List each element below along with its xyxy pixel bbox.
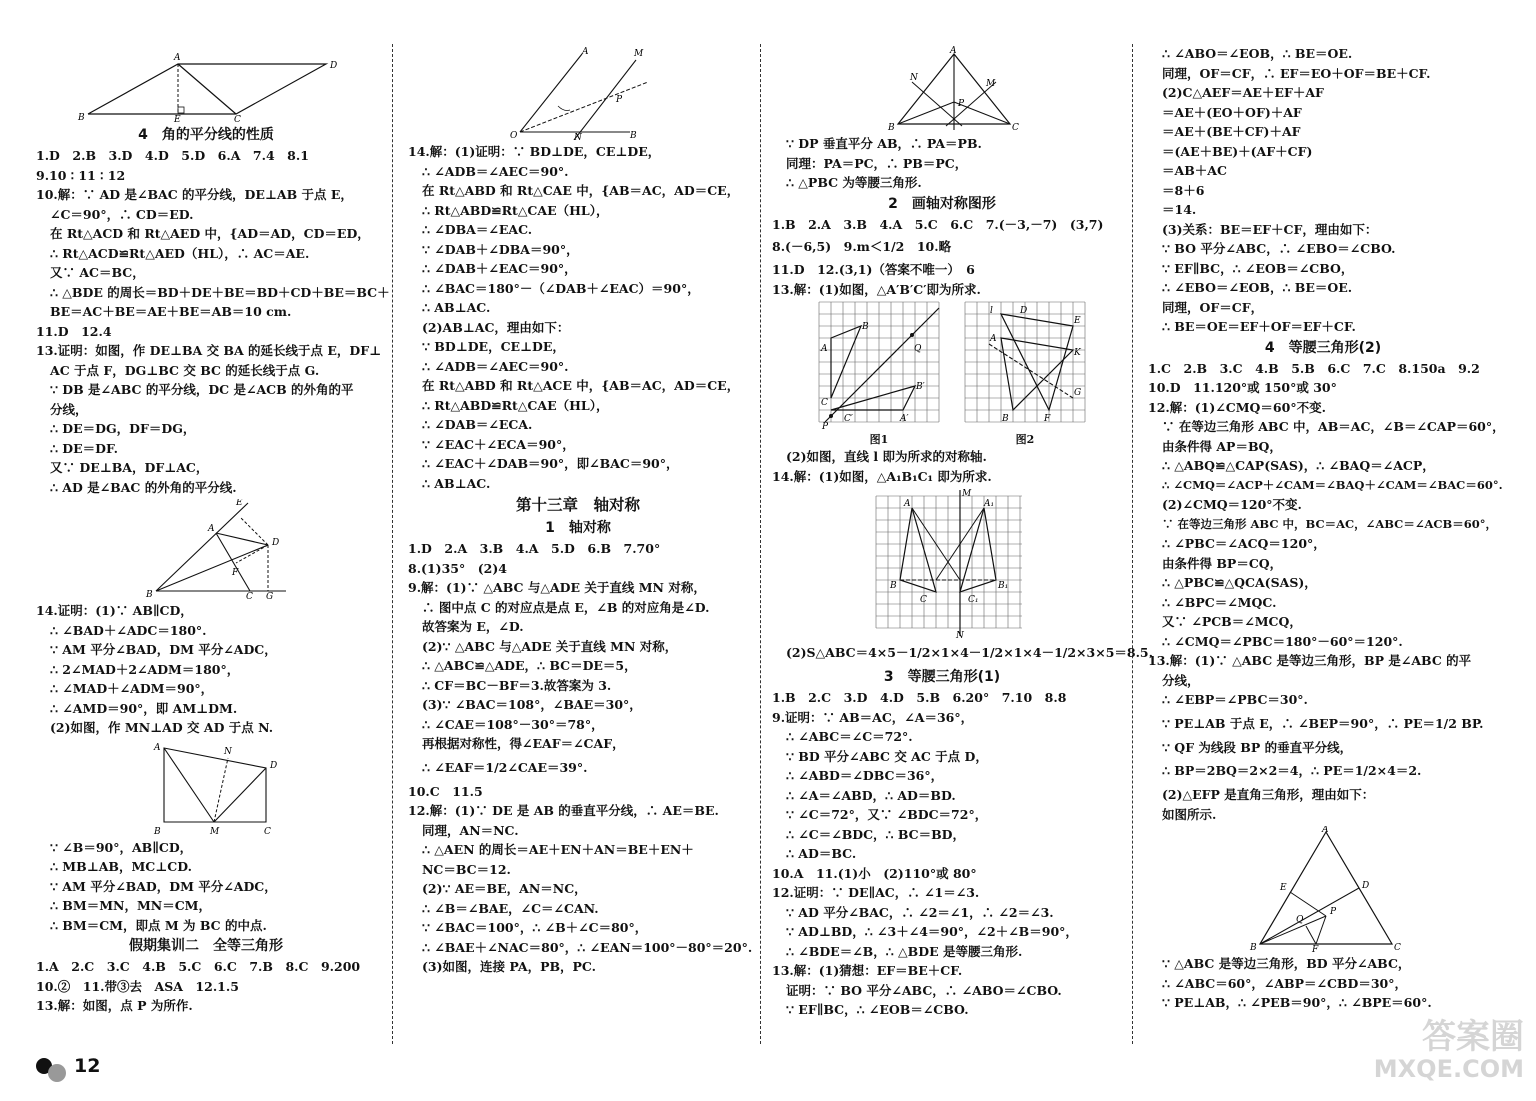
section-title: 3 等腰三角形(1): [883, 669, 1001, 685]
answer-line: ∴ ∠ABD＝∠DBC＝36°，: [786, 768, 944, 783]
answer-line: 分线，: [1162, 672, 1200, 688]
answer-block: [1148, 44, 1498, 337]
answer-line: (2)如图，作 MN⊥AD 交 AD 于点 N.: [50, 720, 274, 735]
fig-label: E: [174, 115, 181, 122]
fig-label: P: [1330, 907, 1337, 917]
answer-line: 由条件得 BP＝CQ，: [1162, 555, 1283, 571]
answer-line: 同理：PA＝PC，∴ PB＝PC，: [786, 155, 968, 171]
answer-line: 分线，: [50, 401, 88, 417]
answer-line: 14.解：(1)证明：∵ BD⊥DE，CE⊥DE，: [408, 144, 661, 159]
fig-label: A: [950, 46, 957, 56]
grid-figure-1: [816, 299, 942, 447]
fig-label: B: [154, 826, 161, 836]
answer-block: [36, 601, 376, 738]
fig-label: F: [1044, 414, 1051, 424]
answer-line: 12.解：(1)∠CMQ＝60°不变.: [1148, 399, 1326, 415]
answer-line: (2)∵ AE＝BE，AN＝NC，: [422, 881, 587, 896]
section-title: 假期集训二 全等三角形: [129, 938, 283, 954]
column-3: [772, 44, 1153, 1020]
answer-line: (3)如图，连接 PA，PB，PC.: [422, 959, 597, 974]
answer-block: [36, 957, 376, 1016]
answer-line: ∴ ∠C＝∠BDC，∴ BC＝BD，: [786, 826, 966, 842]
answer-line: (2)∠CMQ＝120°不变.: [1162, 497, 1302, 512]
answer-line: ∴ ∠EBO＝∠EOB，∴ BE＝OE.: [1162, 280, 1353, 295]
answer-line: 在 Rt△ABD 和 Rt△CAE 中，{AB＝AC，AD＝CE，: [422, 183, 740, 198]
answer-line: ∴ ∠BAD＋∠ADC＝180°.: [50, 622, 207, 638]
answer-line: 13.解：(1)∵ △ABC 是等边三角形，BP 是∠ABC 的平: [1148, 653, 1472, 668]
fig-label: A: [904, 499, 911, 509]
answer-line: ∴ △ABQ≌△CAP(SAS)，∴ ∠BAQ＝∠ACP，: [1162, 458, 1435, 473]
answer-line: ∵ DP 垂直平分 AB，∴ PA＝PB.: [786, 136, 982, 151]
fig-label: M: [962, 489, 972, 499]
answer-line: 13.解：(1)如图，△A′B′C′即为所求.: [772, 281, 981, 297]
answer-line: ∴ ∠BPC＝∠MQC.: [1162, 594, 1277, 610]
fig-label: G: [266, 592, 274, 599]
answer-line: ∴ DE＝DF.: [50, 440, 118, 456]
answer-line: ∵ 在等边三角形 ABC 中，BC＝AC，∠ABC＝∠ACB＝60°，: [1162, 516, 1498, 531]
answer-line: 14.解：(1)如图，△A₁B₁C₁ 即为所求.: [772, 468, 992, 484]
fig-label: A: [154, 742, 161, 753]
answer-block: [1148, 954, 1498, 1013]
answer-line: 1.B 2.A 3.B 4.A 5.C 6.C 7.(－3,－7) (3,7): [772, 216, 1104, 232]
answer-line: (2)C△AEF＝AE＋EF＋AF: [1162, 85, 1324, 100]
answer-block: [1148, 359, 1505, 825]
column-divider: [1132, 44, 1133, 1044]
fig-label: A′: [900, 414, 909, 424]
answer-line: ∠C＝90°，∴ CD＝ED.: [50, 206, 194, 222]
fig-label: N: [956, 631, 964, 638]
isosceles-perpendicular-figure: [772, 46, 1112, 132]
answer-line: ∴ AB⊥AC.: [422, 300, 491, 315]
fig-label: B: [1250, 943, 1257, 952]
answer-line: ∴ ∠BDE＝∠B，∴ △BDE 是等腰三角形.: [786, 943, 1023, 959]
answer-line: ∴ AD＝BC.: [786, 846, 857, 861]
answer-line: 同理，OF＝CF，: [1162, 299, 1264, 315]
fig-label: O: [510, 131, 518, 140]
answer-line: BE＝AC＋BE＝AE＋BE＝AB＝10 cm.: [50, 304, 292, 319]
fig-label: N: [910, 73, 918, 83]
grid-figures-row: [816, 299, 1112, 447]
fig-label: C: [234, 115, 241, 122]
answer-line: (2)S△ABC＝4×5－1/2×1×4－1/2×1×4－1/2×3×5＝8.5.: [786, 645, 1153, 660]
fig-label: P: [616, 95, 623, 105]
fig-label: A: [1322, 826, 1329, 835]
fig-label: A: [990, 334, 997, 344]
answer-line: 9.解：(1)∵ △ABC 与△ADE 关于直线 MN 对称，: [408, 580, 706, 595]
answer-line: 8.(1)35° (2)4: [408, 560, 507, 576]
answer-line: ∴ ∠MAD＋∠ADM＝90°，: [50, 681, 214, 696]
angle-bisector-figure: [36, 499, 356, 599]
grid-figure-3: [772, 488, 1112, 638]
watermark-url: MXQE.COM: [1373, 1055, 1524, 1083]
section-title: 4 角的平分线的性质: [138, 127, 274, 143]
answer-line: ∴ 图中点 C 的对应点是点 E，∠B 的对应角是∠D.: [422, 599, 710, 615]
answer-line: ∴ BE＝OE＝EF＋OF＝EF＋CF.: [1162, 319, 1356, 334]
answer-line: 12.解：(1)∵ DE 是 AB 的垂直平分线，∴ AE＝BE.: [408, 803, 719, 818]
answer-line: 又∵ ∠PCB＝∠MCQ，: [1162, 614, 1302, 629]
answer-line: ＝14.: [1162, 202, 1197, 217]
answer-line: ∵ ∠B＝90°，AB∥CD，: [50, 839, 193, 855]
answer-line: ＝AB＋AC: [1162, 163, 1227, 178]
answer-line: 故答案为 E，∠D.: [422, 619, 524, 634]
answer-line: 13.证明：如图，作 DE⊥BA 交 BA 的延长线于点 E，DF⊥: [36, 343, 382, 358]
fig-label: C₁: [968, 595, 979, 605]
fig-label: M: [634, 49, 644, 59]
fig-label: B: [1002, 414, 1009, 424]
fig-label: Q: [1296, 915, 1304, 925]
trapezoid-figure: [36, 740, 356, 836]
answer-line: ＝AE＋(EO＋OF)＋AF: [1162, 104, 1302, 120]
answer-line: 同理，OF＝CF，∴ EF＝EO＋OF＝BE＋CF.: [1162, 65, 1431, 81]
fig-label: D: [270, 760, 278, 771]
fig-label: P: [958, 99, 965, 109]
fig-label: N: [574, 133, 582, 140]
fig-label: l: [990, 306, 993, 316]
answer-line: ∴ BP＝2BQ＝2×2＝4，∴ PE＝1/2×4＝2.: [1162, 763, 1422, 778]
page-number: 12: [74, 1055, 101, 1077]
answer-line: ∴ Rt△ACD≌Rt△AED（HL），∴ AC＝AE.: [50, 245, 310, 261]
answer-line: 又∵ DE⊥BA，DF⊥AC，: [50, 460, 209, 475]
watermark: [1354, 1009, 1530, 1097]
fig-label: C: [821, 398, 828, 408]
fig-label: M: [986, 79, 996, 89]
answer-line: (2)如图，直线 l 即为所求的对称轴.: [786, 449, 987, 464]
answer-line: ∵ AD 平分∠BAC，∴ ∠2＝∠1，∴ ∠2＝∠3.: [786, 904, 1054, 920]
answer-line: ∴ ∠CAE＝108°－30°＝78°，: [422, 716, 604, 732]
answer-line: ∴ AB⊥AC.: [422, 475, 491, 491]
answer-line: ＝8＋6: [1162, 182, 1205, 198]
watermark-text: 答案圈: [1422, 1017, 1524, 1057]
answer-block: [772, 447, 1112, 486]
equilateral-triangle-figure: [1148, 826, 1488, 952]
fig-label: D: [272, 538, 280, 548]
fig-label: N: [224, 746, 232, 757]
answer-line: ∵ BD⊥DE，CE⊥DE，: [422, 339, 565, 354]
answer-block: [36, 838, 376, 936]
fig-label: C: [1394, 943, 1401, 952]
circle-icon: [48, 1064, 66, 1082]
fig-label: B: [862, 322, 869, 332]
answer-line: (2)AB⊥AC，理由如下：: [422, 319, 570, 335]
answer-line: ∴ CF＝BC－BF＝3.故答案为 3.: [422, 677, 612, 693]
answer-line: 又∵ AC＝BC，: [50, 265, 145, 280]
figure-caption: 图2: [1015, 433, 1035, 446]
answer-line: ∴ AD 是∠BAC 的外角的平分线.: [50, 479, 237, 495]
column-4: [1148, 44, 1505, 1013]
answer-line: ∴ MB⊥AB，MC⊥CD.: [50, 859, 192, 874]
fig-label: A: [208, 524, 215, 534]
answer-line: ∴ ∠CMQ＝∠ACP＋∠CAM＝∠BAQ＋∠CAM＝∠BAC＝60°.: [1162, 477, 1503, 492]
section-title: 4 等腰三角形(2): [1264, 339, 1382, 356]
fig-label: P: [822, 422, 829, 432]
fig-label: D: [1362, 881, 1370, 891]
answer-line: ∴ ∠EAF＝1/2∠CAE＝39°.: [422, 759, 588, 775]
fig-label: Q: [914, 344, 922, 354]
answer-line: ∴ 2∠MAD＋2∠ADM＝180°，: [50, 661, 240, 677]
answer-line: 如图所示.: [1162, 806, 1217, 822]
fig-label: D: [330, 61, 338, 71]
fig-label: F: [1312, 945, 1319, 952]
answer-line: ∴ ∠CMQ＝∠PBC＝180°－60°＝120°.: [1162, 633, 1403, 649]
fig-label: K: [1074, 348, 1081, 358]
column-1: [36, 44, 390, 1016]
answer-line: 14.证明：(1)∵ AB∥CD，: [36, 603, 193, 618]
answer-line: ∴ △ABC≌△ADE，∴ BC＝DE＝5，: [422, 658, 637, 673]
fig-label: B′: [916, 382, 925, 392]
fig-label: M: [210, 826, 220, 836]
answer-line: 再根据对称性，得∠EAF＝∠CAF，: [422, 736, 625, 751]
answer-line: ∴ ∠BAC＝180°－（∠DAB＋∠EAC）＝90°，: [422, 280, 700, 296]
answer-line: ∵ QF 为线段 BP 的垂直平分线，: [1162, 739, 1353, 755]
answer-line: ∵ AD⊥BD，∴ ∠3＋∠4＝90°，∠2＋∠B＝90°，: [786, 924, 1078, 939]
fig-label: C: [920, 595, 927, 605]
column-divider: [760, 44, 761, 1044]
fig-label: E: [236, 499, 243, 508]
answer-line: 1.D 2.B 3.D 4.D 5.D 6.A 7.4 8.1: [36, 148, 309, 163]
answer-line: ∵ ∠BAC＝100°，∴ ∠B＋∠C＝80°，: [422, 920, 648, 935]
answer-line: ∵ DB 是∠ABC 的平分线，DC 是∠ACB 的外角的平: [50, 382, 354, 397]
fig-label: A: [582, 47, 589, 57]
answer-line: (2)△EFP 是直角三角形，理由如下：: [1162, 787, 1375, 802]
answer-line: ＝(AE＋BE)＋(AF＋CF): [1162, 143, 1313, 159]
column-2: [408, 44, 753, 977]
answer-line: (2)∵ △ABC 与△ADE 关于直线 MN 对称，: [422, 638, 678, 654]
answer-line: 在 Rt△ABD 和 Rt△ACE 中，{AB＝AC，AD＝CE，: [422, 378, 740, 393]
answer-block: [772, 134, 1112, 193]
answer-line: ∴ ∠ABC＝60°，∠ABP＝∠CBD＝30°，: [1162, 975, 1407, 991]
answer-line: ∴ ∠DAB＝∠ECA.: [422, 417, 533, 432]
answer-line: 10.C 11.5: [408, 783, 483, 799]
answer-line: 13.解：如图，点 P 为所作.: [36, 998, 193, 1013]
answer-line: ∵ EF∥BC，∴ ∠EOB＝∠CBO，: [1162, 260, 1354, 276]
grid-figure-2: [962, 299, 1088, 447]
answer-line: ∵ ∠DAB＋∠DBA＝90°，: [422, 241, 579, 257]
fig-label: B: [888, 123, 895, 132]
answer-line: 10.② 11.带③去 ASA 12.1.5: [36, 978, 239, 994]
fig-label: A: [174, 53, 181, 63]
answer-line: 8.(－6,5) 9.m＜1/2 10.略: [772, 239, 952, 254]
answer-block: [408, 539, 753, 977]
answer-line: ∵ AM 平分∠BAD，DM 平分∠ADC，: [50, 878, 277, 894]
answer-line: (3)关系：BE＝EF＋CF，理由如下：: [1162, 221, 1378, 237]
fig-label: C: [246, 592, 253, 599]
fig-label: C: [264, 826, 271, 836]
answer-line: 同理，AN＝NC.: [422, 822, 519, 838]
answer-line: ∵ ∠EAC＋∠ECA＝90°，: [422, 436, 575, 452]
fig-label: A: [821, 344, 828, 354]
answer-line: AC 于点 F，DG⊥BC 交 BC 的延长线于点 G.: [50, 362, 320, 378]
answer-line: ∵ PE⊥AB 于点 E，∴ ∠BEP＝90°，∴ PE＝1/2 BP.: [1162, 715, 1484, 731]
answer-block: [772, 688, 1112, 1020]
fig-label: B: [146, 590, 153, 599]
section-title: 2 画轴对称图形: [888, 195, 996, 212]
answer-line: 10.解：∵ AD 是∠BAC 的平分线，DE⊥AB 于点 E，: [36, 187, 353, 202]
answer-line: 13.解：(1)猜想：EF＝BE＋CF.: [772, 963, 963, 978]
answer-line: ∴ ∠EAC＋∠DAB＝90°，即∠BAC＝90°，: [422, 456, 679, 471]
fig-label: D: [1020, 306, 1028, 316]
answer-line: ∴ ∠BAE＋∠NAC＝80°，∴ ∠EAN＝100°－80°＝20°.: [422, 939, 753, 955]
fig-label: B: [890, 581, 897, 591]
answer-line: ∴ ∠ABC＝∠C＝72°.: [786, 729, 913, 744]
answer-line: ∴ DE＝DG，DF＝DG，: [50, 421, 196, 436]
answer-line: ∵ 在等边三角形 ABC 中，AB＝AC，∠B＝∠CAP＝60°，: [1162, 419, 1505, 434]
fig-label: B: [630, 131, 637, 140]
answer-line: ∴ ∠AMD＝90°，即 AM⊥DM.: [50, 700, 238, 716]
answer-line: 证明：∵ BO 平分∠ABC，∴ ∠ABO＝∠CBO.: [786, 982, 1062, 998]
answer-line: 9.证明：∵ AB＝AC，∠A＝36°，: [772, 709, 974, 725]
section-title: 1 轴对称: [545, 520, 611, 536]
answer-line: ∴ △BDE 的周长＝BD＋DE＋BE＝BD＋CD＋BE＝BC＋: [50, 284, 390, 300]
fig-label: C: [1012, 123, 1019, 132]
answer-line: 1.A 2.C 3.C 4.B 5.C 6.C 7.B 8.C 9.200: [36, 959, 361, 974]
answer-line: ∴ Rt△ABD≌Rt△CAE（HL），: [422, 202, 609, 218]
answer-line: ∴ ∠ADB＝∠AEC＝90°.: [422, 358, 569, 374]
answer-block: [772, 640, 1153, 666]
answer-line: ＝AE＋(BE＋CF)＋AF: [1162, 124, 1301, 139]
answer-line: 9.10 ∶ 11 ∶ 12: [36, 167, 126, 183]
fig-label: F: [232, 568, 239, 578]
answer-line: ∴ ∠EBP＝∠PBC＝30°.: [1162, 692, 1308, 707]
answer-line: ∵ PE⊥AB，∴ ∠PEB＝90°，∴ ∠BPE＝60°.: [1162, 995, 1432, 1010]
answer-line: 在 Rt△ACD 和 Rt△AED 中，{AD＝AD，CD＝ED，: [50, 226, 370, 241]
answer-line: ∵ BD 平分∠ABC 交 AC 于点 D，: [786, 748, 988, 764]
answer-line: ∵ AM 平分∠BAD，DM 平分∠ADC，: [50, 642, 277, 657]
answer-line: ∵ △ABC 是等边三角形，BD 平分∠ABC，: [1162, 956, 1411, 971]
answer-line: ∴ ∠ADB＝∠AEC＝90°.: [422, 163, 569, 179]
parallelogram-figure: [36, 46, 356, 122]
answer-line: ∵ BO 平分∠ABC，∴ ∠EBO＝∠CBO.: [1162, 241, 1396, 256]
fig-label: B₁: [998, 581, 1009, 591]
answer-line: 11.D 12.4: [36, 323, 112, 339]
answer-line: 1.C 2.B 3.C 4.B 5.B 6.C 7.C 8.150a 9.2: [1148, 360, 1480, 376]
fig-label: G: [1074, 388, 1082, 398]
answer-line: ∴ △PBC≌△QCA(SAS)，: [1162, 575, 1317, 590]
answer-line: ∴ ∠DAB＋∠EAC＝90°，: [422, 261, 577, 276]
answer-line: ∴ △AEN 的周长＝AE＋EN＋AN＝BE＋EN＋: [422, 842, 694, 857]
fig-label: A₁: [984, 499, 995, 509]
fig-label: B: [78, 113, 85, 122]
answer-line: 11.D 12.(3,1)（答案不唯一） 6: [772, 262, 975, 277]
figure-caption: 图1: [869, 433, 889, 446]
answer-line: ∴ ∠A＝∠ABD，∴ AD＝BD.: [786, 787, 956, 803]
column-divider: [392, 44, 393, 1044]
answer-line: ∵ EF∥BC，∴ ∠EOB＝∠CBO.: [786, 1002, 969, 1017]
fig-label: C′: [844, 414, 853, 424]
answer-block: [36, 146, 390, 497]
chapter-title: 第十三章 轴对称: [515, 496, 640, 514]
answer-line: 1.B 2.C 3.D 4.D 5.B 6.20° 7.10 8.8: [772, 690, 1067, 705]
answer-block: [772, 215, 1112, 300]
answer-line: (3)∵ ∠BAC＝108°，∠BAE＝30°，: [422, 697, 642, 712]
answer-line: ∴ ∠DBA＝∠EAC.: [422, 222, 533, 237]
answer-block: [408, 142, 748, 493]
page-number-badge: [36, 1050, 100, 1082]
answer-line: ∴ BM＝CM，即点 M 为 BC 的中点.: [50, 917, 267, 933]
answer-line: 10.D 11.120°或 150°或 30°: [1148, 380, 1337, 395]
answer-line: ∴ ∠PBC＝∠ACQ＝120°，: [1162, 536, 1326, 551]
answer-line: ∴ △PBC 为等腰三角形.: [786, 175, 922, 190]
answer-line: ∴ ∠ABO＝∠EOB，∴ BE＝OE.: [1162, 46, 1353, 61]
angle-construction-figure: [408, 46, 738, 140]
answer-line: 由条件得 AP＝BQ，: [1162, 438, 1282, 454]
answer-line: ∴ ∠B＝∠BAE，∠C＝∠CAN.: [422, 900, 599, 916]
answer-line: 12.证明：∵ DE∥AC，∴ ∠1＝∠3.: [772, 885, 980, 900]
fig-label: E: [1074, 316, 1081, 326]
answer-line: ∴ Rt△ABD≌Rt△CAE（HL），: [422, 397, 609, 413]
fig-label: E: [1280, 883, 1287, 893]
answer-line: NC＝BC＝12.: [422, 861, 511, 877]
answer-line: ∵ ∠C＝72°，又∵ ∠BDC＝72°，: [786, 807, 988, 822]
answer-line: 1.D 2.A 3.B 4.A 5.D 6.B 7.70°: [408, 541, 661, 556]
answer-line: ∴ BM＝MN，MN＝CM，: [50, 898, 212, 913]
answer-line: 10.A 11.(1)小 (2)110°或 80°: [772, 865, 977, 881]
